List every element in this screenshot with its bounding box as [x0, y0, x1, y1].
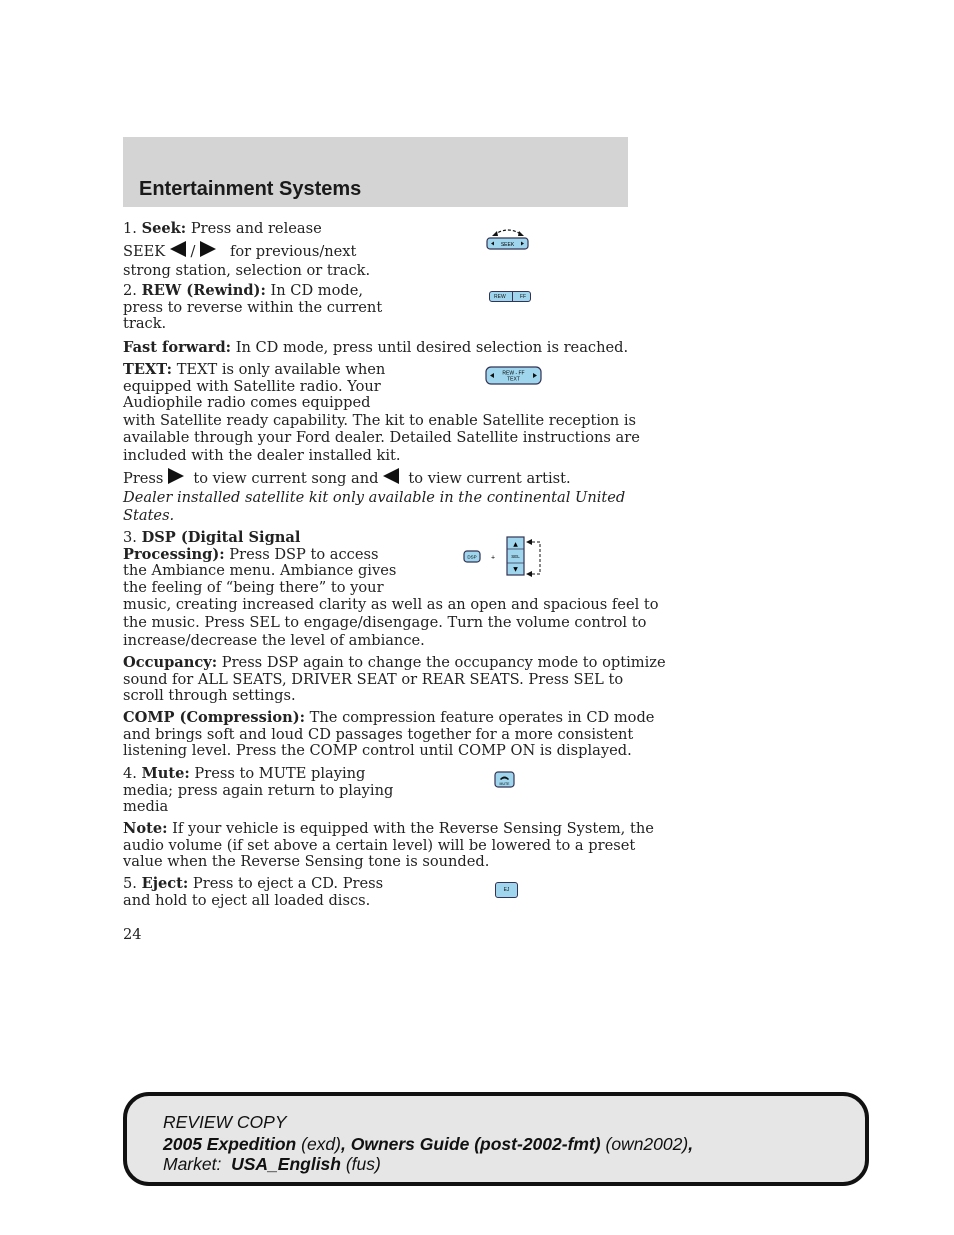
eject-icon-label: EJ: [503, 887, 510, 893]
plus-sign: +: [490, 554, 496, 562]
up-arrow-icon: ▲: [513, 541, 518, 548]
rew-icon-label: REW: [494, 293, 506, 300]
ff-icon-label: FF: [519, 293, 526, 300]
text-paragraph: TEXT: TEXT is only available when equipped with Satellite radio. Your Audiophile radio comes equipped with Satellite ready capability. The kit to enable Satellite reception is available through your Ford dealer. Detailed Satellite instructions are included with the dealer installed kit.: [123, 361, 640, 464]
seek-icon-label: SEEK: [500, 242, 515, 248]
text-button-icon: [485, 366, 543, 386]
rew-paragraph: 2. REW (Rewind): In CD mode, press to reverse within the current track.: [123, 282, 383, 333]
eject-button-icon: [495, 882, 518, 898]
section-header-band: [123, 137, 628, 207]
next-arrow-icon: [168, 468, 184, 484]
footer-guide-line: 2005 Expedition (exd), Owners Guide (post-2002-fmt) (own2002),: [163, 1134, 694, 1154]
footer-review-copy: REVIEW COPY: [163, 1112, 287, 1132]
occupancy-paragraph: Occupancy: Press DSP again to change the occupancy mode to optimize sound for ALL SEATS, DRIVER SEAT or REAR SEATS. Press SEL to scroll through settings.: [123, 654, 666, 705]
comp-paragraph: COMP (Compression): The compression feature operates in CD mode and brings soft and loud CD passages together for a more consistent listening level. Press the COMP control until COMP ON is displayed.: [123, 709, 655, 760]
dealer-note: Dealer installed satellite kit only available in the continental United States.: [123, 489, 626, 524]
mute-icon-label: MUTE: [499, 782, 510, 786]
section-title: Entertainment Systems: [139, 178, 362, 200]
footer-market-line: Market: USA_English (fus): [163, 1154, 381, 1174]
mute-button-icon: [494, 771, 516, 789]
dsp-paragraph: 3. DSP (Digital Signal Processing): Press DSP to access the Ambiance menu. Ambiance gives the feeling of “being there” to your music, creating increased clarity as well as an open and spacious feel to the music. Press SEL to engage/disengage. Turn the volume control to increase/decrease the level of ambiance.: [123, 529, 659, 649]
seek-right-arrow-icon: [200, 241, 216, 257]
text-icon-line2: TEXT: [507, 376, 520, 383]
previous-arrow-icon: [383, 468, 399, 484]
dsp-sel-control-icon: [462, 535, 548, 579]
seek-button-icon: [486, 225, 532, 253]
seek-paragraph: 1. Seek: Press and release SEEK / for previous/next strong station, selection or track.: [123, 220, 371, 280]
down-arrow-icon: ▼: [513, 566, 518, 573]
text-press-line: Press to view current song and to view current artist.: [123, 470, 571, 487]
mute-paragraph: 4. Mute: Press to MUTE playing media; press again return to playing media: [123, 765, 394, 816]
rew-ff-button-icon: [489, 291, 531, 302]
text-icon-line1: REW - FF: [502, 370, 525, 377]
fast-forward-paragraph: Fast forward: In CD mode, press until desired selection is reached.: [123, 339, 629, 356]
sel-icon-label: SEL: [511, 554, 520, 559]
dsp-icon-label: DSP: [467, 554, 477, 560]
review-copy-footer: [123, 1092, 869, 1186]
page-number: 24: [123, 926, 142, 943]
note-paragraph: Note: If your vehicle is equipped with the Reverse Sensing System, the audio volume (if set above a certain level) will be lowered to a preset value when the Reverse Sensing tone is sounded.: [123, 820, 654, 871]
seek-left-arrow-icon: [170, 241, 186, 257]
eject-paragraph: 5. Eject: Press to eject a CD. Press and hold to eject all loaded discs.: [123, 875, 384, 909]
